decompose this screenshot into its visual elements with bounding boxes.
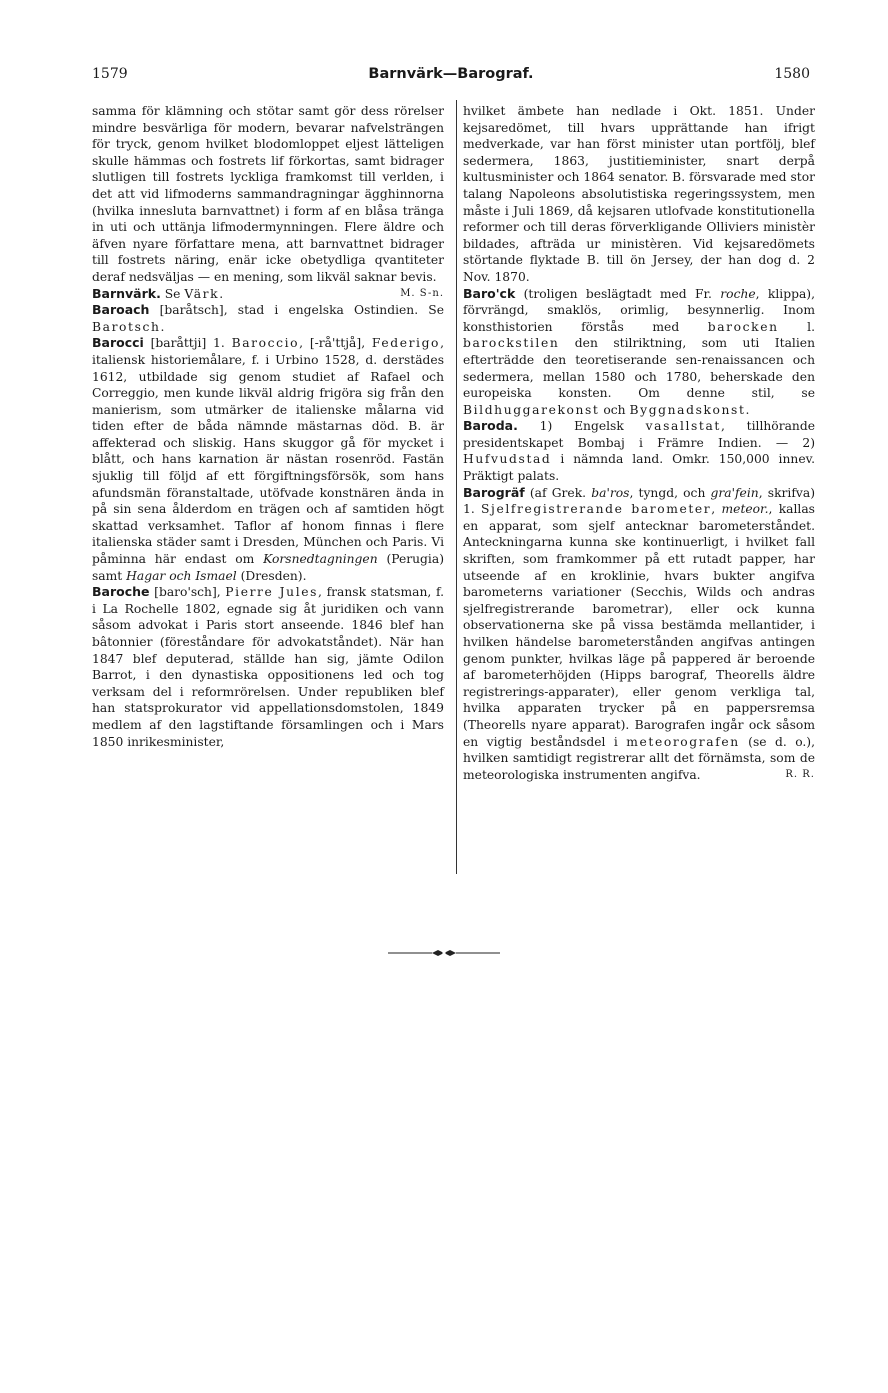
entry-barocci: [92, 335, 444, 584]
entry-text: [baro'sch],: [149, 585, 226, 600]
page-number-left: 1579: [92, 66, 128, 82]
cross-reference: Bildhuggarekonst: [463, 402, 600, 417]
entry-text: Se: [160, 286, 185, 301]
entry-baroach: [92, 302, 444, 335]
entry-text: , kallas en apparat, som sjelf antecknar barometerståndet. Anteckningarna kunna ske kontinuerligt, i hvilket fall skriften, som framkommer på ett rutadt papper, har utseende af en kroklinie, hvars bukter angifva barometerns variationer (Secchis, Wilds och andras sjelfregistrerande barometrar), eller ock kunna observationerna ske på vissa bestämda mellantider, i hvilken händelse barometerstånden angifvas antingen genom punkter, hvilkas läge på pappered är beroende af barometerhöjden (Hipps barograf, Theorells äldre registrerings-apparater), eller genom verkliga tal, hvilka apparaten trycker på en pappersremsa (Theorells nyare apparat). Barografen ingår ock såsom en vigtig beståndsdel i: [463, 502, 815, 749]
ornament-divider-icon: [388, 944, 500, 956]
entry-text: och: [599, 402, 630, 417]
entry-text: , [-rå'ttjå],: [299, 336, 372, 351]
entry-text: hvilket ämbete han nedlade i Okt. 1851. Under kejsaredömet, till hvars upprättande han ifrigt medverkade, var han först minister utan portfölj, blef sedermera, 1863, justitieminister, snart derpå kultusminister och 1864 senator. B. försvarade med stor talang Napoleons absolutistiska regeringssystem, men måste i Juli 1869, då kejsaren utlofvade konstitutionella reformer och till deras förverkligande Olliviers ministèr bildades, afträda ur ministèren. Vid kejsaredömets störtande flyktade B. till ön Jersey, der han dog d. 2 Nov. 1870.: [463, 104, 815, 284]
spaced-name: Federigo: [371, 336, 441, 351]
work-title: Korsnedtagningen: [263, 552, 378, 567]
entry-baroche: [92, 584, 444, 750]
signature: R. R.: [785, 768, 815, 780]
column-divider: [456, 100, 457, 874]
cross-reference: meteorografen: [626, 734, 740, 749]
headword: Baroda.: [463, 418, 518, 434]
entry-text: .: [219, 286, 224, 301]
spaced-name: Pierre Jules: [225, 585, 319, 600]
spaced-term: Hufvudstad: [463, 452, 552, 467]
entry-text: (Dresden).: [236, 568, 307, 583]
entry-text: , fransk statsman, f. i La Rochelle 1802, egnade sig åt juridiken och vann såsom advokat i Paris stort anseende. 1846 blef han bâtonnier (föreståndare för advokatståndet). När han 1847 blef deputerad, ställde han sig, jämte Odilon Barrot, i den dynastiska oppositionens led och tog verksam del i reformrörelsen. Under republiken blef han statsprokurator vid appellationsdomstolen, 1849 medlem af den lagstiftande församlingen och i Mars 1850 inrikesminister,: [92, 585, 444, 749]
abbreviation: meteor.: [721, 502, 769, 517]
headword: Barnvärk.: [92, 285, 161, 301]
running-title: Barnvärk—Barograf.: [368, 66, 534, 82]
greek-word: ba'ros: [591, 485, 630, 500]
entry-text: den stilriktning, som uti Italien efterträdde den teoretiserande sen-renaissancen och sedermera, mellan 1580 och 1780, beherskade den europeiska konsten. Om denne stil, se: [463, 336, 815, 401]
headword: Baroche: [92, 584, 150, 600]
entry-text: (af Grek.: [524, 485, 592, 500]
entry-text: , skrifva) 1.: [463, 485, 815, 517]
entry-text: , italiensk historiemålare, f. i Urbino 1528, d. derstädes 1612, utbildade sig genom studiet af Rafael och Correggio, men kunde likväl aldrig frigöra sig från den manierism, som utmärker de italienske målarna vid tiden efter de båda nämnde mästarnas död. B. är affekterad och sliskig. Hans skuggor gå för mycket i blått, och hans karnation är nästan rosenröd. Fastän sjuklig till följd af ett förgiftningsförsök, som hans afundsmän föranstaltade, utöfvade konstnären ända in på sin sena ålderdom en trägen och af samtiden högt skattad verksamhet. Taflor af honom finnas i flere italienska städer samt i Dresden, München och Paris. Vi påminna här endast om: [92, 336, 444, 567]
entry-text: , tillhörande presidentskapet Bombaj i Främre Indien. — 2): [463, 419, 815, 450]
entry-text: [baråttji] 1.: [143, 336, 232, 351]
entry-text: l.: [778, 319, 815, 334]
entry-text: (Perugia) samt: [92, 552, 444, 583]
work-title: Hagar och Ismael: [126, 568, 237, 583]
entry-text: [baråtsch], stad i engelska Ostindien. Se: [149, 303, 444, 318]
left-column: [92, 103, 444, 750]
page-number-right: 1580: [774, 66, 810, 82]
spaced-term: vasallstat: [645, 419, 721, 434]
entry-baroda: [463, 418, 815, 484]
headword: Barocci: [92, 335, 144, 351]
entry-text: samma för klämning och stötar samt gör dess rörelser mindre besvärliga för modern, bevarar nafvelsträngen för tryck, genom hvilket blodomloppet eljest lätteligen skulle hämmas och fostrets lif förkortas, samt bidrager slutligen till fostrets lyckliga framkomst till verlden, i det att vid lifmoderns sammandragningar ägghinnorna (hvilka innesluta barnvattnet) i form af en blåsa tränga in uti och uttänja lifmodermynningen. Flere äldre och äfven nyare författare mena, att barnvattnet bidrager till fostrets näring, enär icke obetydliga qvantiteter deraf nedsväljas — en mening, som likväl saknar bevis.: [92, 104, 444, 284]
cross-reference: Värk: [184, 286, 220, 301]
entry-text: ,: [711, 502, 722, 517]
spaced-term: barocken: [707, 319, 779, 334]
spaced-name: Baroccio: [231, 336, 300, 351]
entry-text: .: [160, 319, 165, 334]
entry-text: 1) Engelsk: [517, 419, 646, 434]
cross-reference: Byggnadskonst: [629, 402, 746, 417]
foreign-word: roche: [720, 286, 756, 301]
entry-text: (troligen beslägtadt med Fr.: [515, 286, 721, 301]
page-header: [92, 66, 810, 86]
right-column: [463, 103, 815, 783]
entry-text: i nämnda land. Omkr. 150,000 innev. Präktigt palats.: [463, 452, 815, 484]
signature: M. S-n.: [400, 287, 444, 299]
headword: Baroach: [92, 302, 150, 318]
entry-text: .: [745, 402, 750, 417]
headword: Barogräf: [463, 484, 525, 500]
entry-barnvark: [92, 286, 444, 303]
spaced-term: barockstilen: [463, 336, 560, 351]
cross-reference: Barotsch: [92, 319, 161, 334]
entry-text: (se d. o.), hvilken samtidigt registrerar allt det förnämsta, som de meteorologiska instrumenten angifva.: [463, 734, 815, 782]
spaced-term: Sjelfregistrerande barometer: [481, 502, 712, 517]
greek-word: gra'fein: [710, 485, 759, 500]
headword: Baro'ck: [463, 285, 516, 301]
entry-text: , tyngd, och: [629, 485, 711, 500]
entry-barock: [463, 286, 815, 419]
entry-barograf: [463, 485, 815, 784]
entry-baroche-continuation: [463, 103, 815, 286]
entry-text: , klippa), förvrängd, smaklös, orimlig, besynnerlig. Inom konsthistorien förstås med: [463, 286, 815, 334]
